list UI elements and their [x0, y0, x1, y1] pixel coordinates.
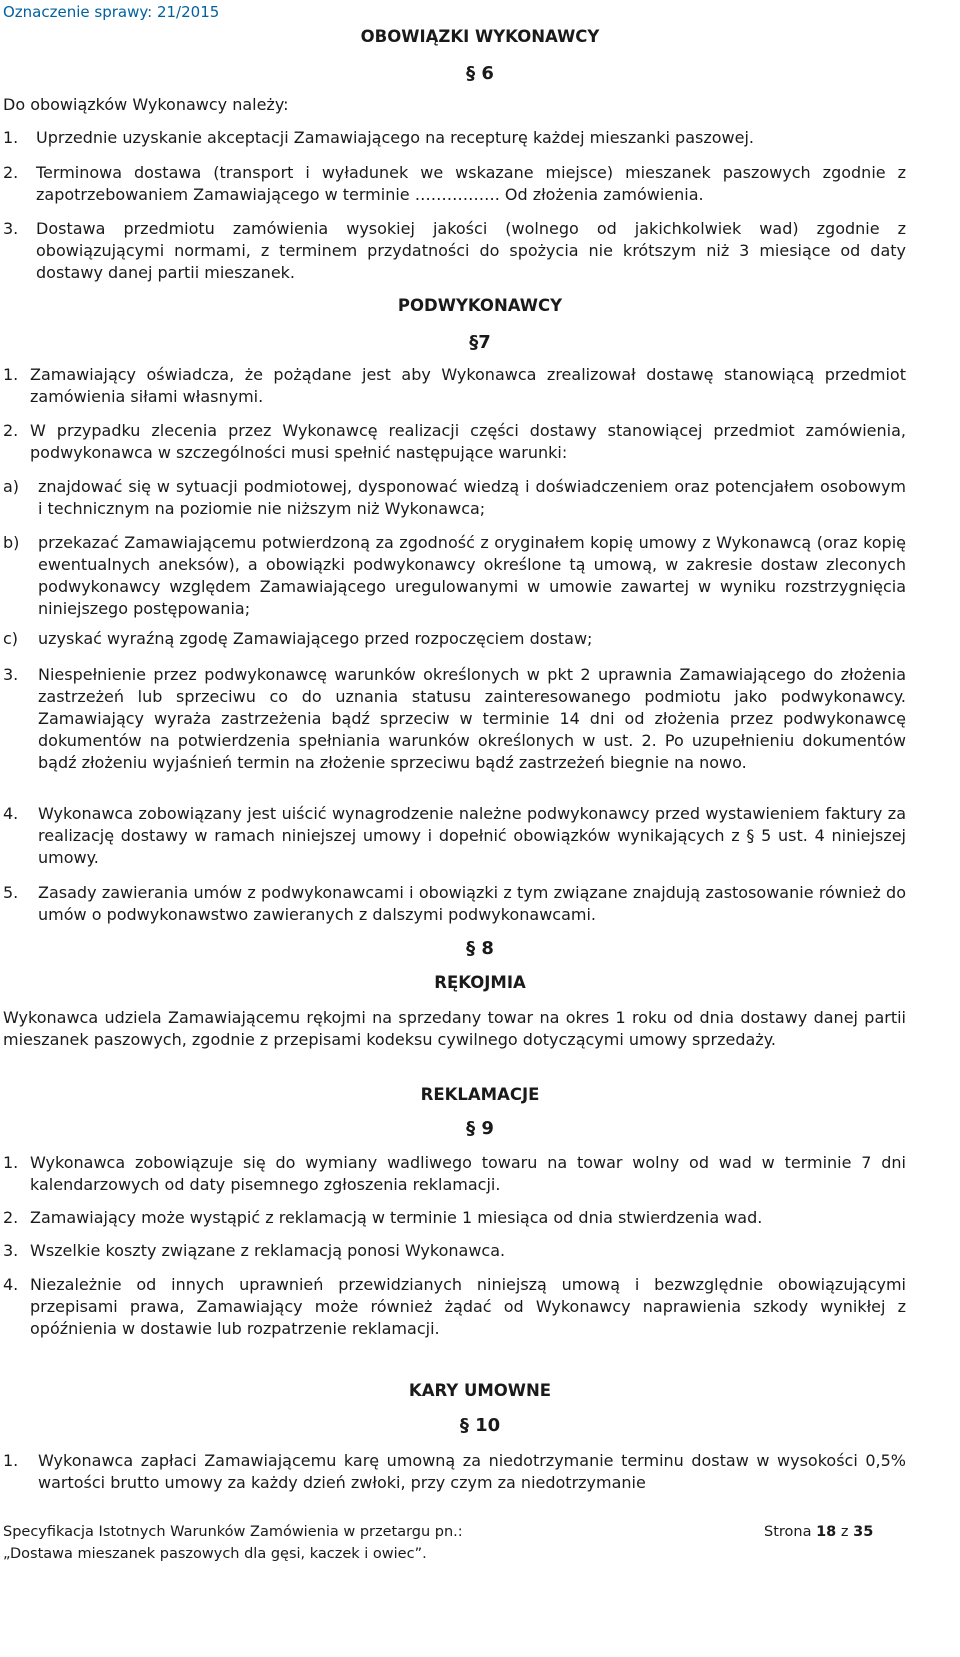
list-number: 2.: [3, 163, 19, 182]
list-number: 1.: [3, 1153, 19, 1172]
list-item: Uprzednie uzyskanie akceptacji Zamawiającego na recepturę każdej mieszanki paszowej.: [36, 128, 754, 147]
list-item: W przypadku zlecenia przez Wykonawcę realizacji części dostawy stanowiącej przedmiot zamówienia, podwykonawca w szczególności musi spełnić następujące warunki:: [30, 421, 906, 462]
section-title-complaints: REKLAMACJE: [420, 1085, 540, 1104]
list-item: przekazać Zamawiającemu potwierdzoną za zgodność z oryginałem kopię umowy z Wykonawcą (oraz kopię ewentualnych aneksów), a obowiązki podwykonawcy określone tą umową, w zakresie dostaw zleconych podwykonawcy względem Zamawiającego uregulowanymi w umowie zawartej w wyniku rozstrzygnięcia niniejszego postępowania;: [38, 533, 906, 618]
case-reference: Oznaczenie sprawy: 21/2015: [3, 3, 220, 21]
list-item: Niespełnienie przez podwykonawcę warunków określonych w pkt 2 uprawnia Zamawiającego do złożenia zastrzeżeń lub sprzeciwu co do uznania statusu zainteresowanego podmiotu jako podwykonawcy. Zamawiający wyraża zastrzeżenia bądź sprzeciw w terminie 14 dni od złożenia przez podwykonawcę dokumentów na potwierdzenia spełniania warunków określonych w ust. 2. Po uzupełnieniu dokumentów bądź złożeniu wyjaśnień termin na złożenie sprzeciwu bądź zastrzeżeń biegnie na nowo.: [38, 665, 906, 772]
list-item: Wykonawca zobowiązany jest uiścić wynagrodzenie należne podwykonawcy przed wystawieniem faktury za realizację dostawy w ramach niniejszej umowy i dopełnić obowiązków wynikających z § 5 ust. 4 niniejszej umowy.: [38, 804, 906, 867]
list-item: znajdować się w sytuacji podmiotowej, dysponować wiedzą i doświadczeniem oraz potencjałem osobowym i technicznym na poziomie nie niższym niż Wykonawca;: [38, 477, 906, 518]
list-item: Wykonawca zobowiązuje się do wymiany wadliwego towaru na towar wolny od wad w terminie 7 dni kalendarzowych od daty pisemnego zgłoszenia reklamacji.: [30, 1153, 906, 1194]
list-number: 2.: [3, 1208, 19, 1227]
list-number: 1.: [3, 365, 19, 384]
section-title-obligations: OBOWIĄZKI WYKONAWCY: [360, 27, 600, 46]
page-current: 18: [816, 1524, 837, 1540]
list-number: 5.: [3, 883, 19, 902]
list-letter: b): [3, 533, 20, 552]
list-item: Terminowa dostawa (transport i wyładunek we wskazane miejsce) mieszanek paszowych zgodnie z zapotrzebowaniem Zamawiającego w terminie ……………. Od złożenia zamówienia.: [36, 163, 906, 204]
list-item: Zasady zawierania umów z podwykonawcami i obowiązki z tym związane znajdują zastosowanie również do umów o podwykonawstwo zawieranych z dalszymi podwykonawcami.: [38, 883, 906, 924]
list-number: 4.: [3, 1275, 19, 1294]
section-title-warranty: RĘKOJMIA: [434, 973, 526, 992]
list-letter: a): [3, 477, 20, 496]
list-number: 1.: [3, 1451, 19, 1470]
list-item: Dostawa przedmiotu zamówienia wysokiej jakości (wolnego od jakichkolwiek wad) zgodnie z obowiązującymi normami, z terminem przydatności do spożycia nie krótszym niż 3 miesiące od daty dostawy danej partii mieszanek.: [36, 219, 906, 282]
section-number-6: § 6: [466, 63, 494, 84]
list-item: Niezależnie od innych uprawnień przewidzianych niniejszą umową i bezwzględnie obowiązującymi przepisami prawa, Zamawiający może również żądać od Wykonawcy naprawienia szkody wynikłej z opóźnienia w dostawie lub rozpatrzenie reklamacji.: [30, 1275, 906, 1338]
page-label: Strona: [764, 1524, 812, 1540]
list-item: Wykonawca zapłaci Zamawiającemu karę umowną za niedotrzymanie terminu dostaw w wysokości 0,5% wartości brutto umowy za każdy dzień zwłoki, przy czym za niedotrzymanie: [38, 1451, 906, 1492]
list-item: uzyskać wyraźną zgodę Zamawiającego przed rozpoczęciem dostaw;: [38, 629, 593, 648]
list-number: 1.: [3, 128, 19, 147]
section-number-10: § 10: [459, 1415, 501, 1436]
page-total: 35: [853, 1524, 874, 1540]
section-number-8: § 8: [466, 938, 494, 959]
list-item: Wszelkie koszty związane z reklamacją ponosi Wykonawca.: [30, 1241, 506, 1260]
page-sep: z: [840, 1524, 849, 1540]
list-number: 3.: [3, 219, 19, 238]
page-indicator: [764, 1522, 873, 1542]
list-item: Zamawiający może wystąpić z reklamacją w terminie 1 miesiąca od dnia stwierdzenia wad.: [30, 1208, 763, 1227]
footer-spec-title: Specyfikacja Istotnych Warunków Zamówienia w przetargu pn.:: [3, 1524, 463, 1540]
list-number: 3.: [3, 665, 19, 684]
section-title-subcontractors: PODWYKONAWCY: [397, 296, 563, 315]
warranty-text: Wykonawca udziela Zamawiającemu rękojmi na sprzedany towar na okres 1 roku od dnia dostawy danej partii mieszanek paszowych, zgodnie z przepisami kodeksu cywilnego dotyczącymi umowy sprzedaży.: [3, 1008, 906, 1049]
list-letter: c): [3, 629, 19, 648]
list-number: 2.: [3, 421, 19, 440]
section-number-9: § 9: [466, 1118, 494, 1139]
section-title-penalties: KARY UMOWNE: [408, 1381, 552, 1400]
list-number: 3.: [3, 1241, 19, 1260]
list-number: 4.: [3, 804, 19, 823]
footer-subject: „Dostawa mieszanek paszowych dla gęsi, kaczek i owiec”.: [3, 1546, 427, 1562]
list-item: Zamawiający oświadcza, że pożądane jest aby Wykonawca zrealizował dostawę stanowiącą przedmiot zamówienia siłami własnymi.: [30, 365, 906, 406]
section-number-7: §7: [469, 332, 491, 353]
intro-text: Do obowiązków Wykonawcy należy:: [3, 95, 289, 114]
